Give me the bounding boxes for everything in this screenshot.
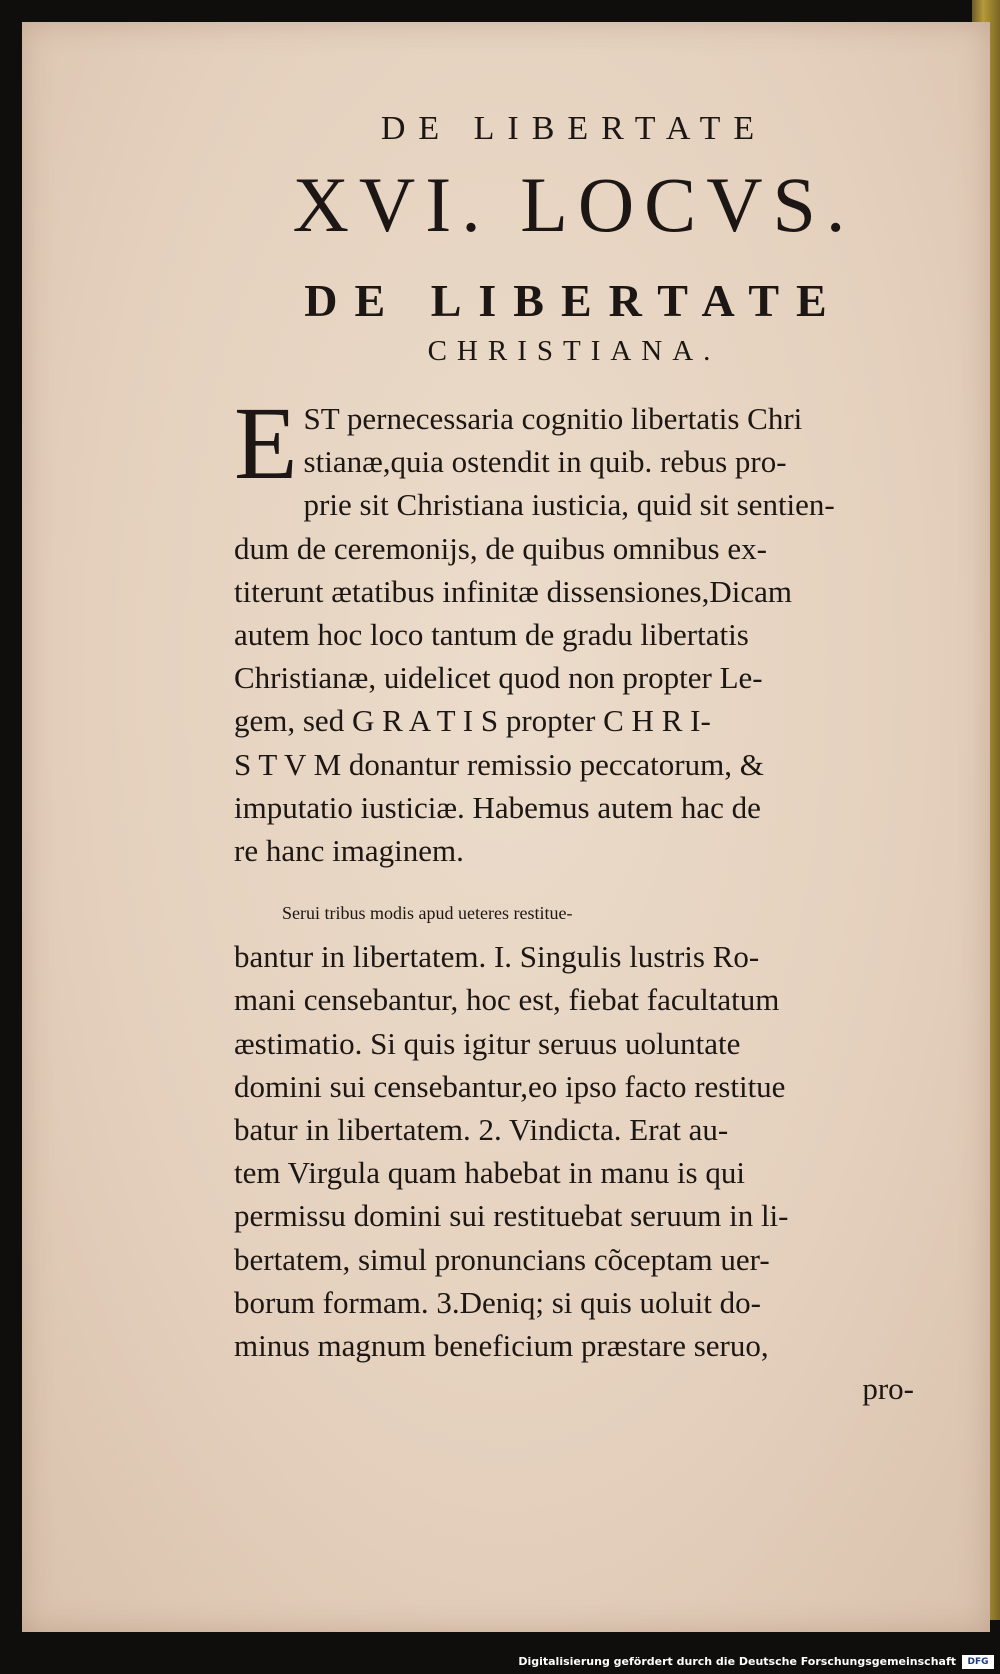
- catchword: pro-: [862, 1371, 914, 1407]
- text-line: prie sit Christiana iusticia, quid sit sentien-: [303, 487, 835, 523]
- text-line: stianæ,quia ostendit in quib. rebus pro-: [303, 444, 787, 480]
- text-line: domini sui censebantur,eo ipso facto restitue: [234, 1068, 786, 1104]
- text-line: Serui tribus modis apud ueteres restitue-: [282, 903, 573, 924]
- text-line: re hanc imaginem.: [234, 832, 464, 868]
- locus-heading: XVI. LOCVS.: [292, 161, 856, 248]
- text-line: ST pernecessaria cognitio libertatis Chri: [303, 401, 803, 436]
- text-line: æstimatio. Si quis igitur seruus uoluntate: [234, 1025, 741, 1061]
- text-line: mani censebantur, hoc est, fiebat facultatum: [234, 982, 780, 1018]
- chapter-title: DE LIBERTATE: [304, 275, 844, 326]
- chapter-subtitle: CHRISTIANA.: [427, 335, 721, 367]
- text-line: Christianæ, uidelicet quod non propter Le-: [234, 660, 763, 696]
- text-line: bertatem, simul pronuncians cõceptam uer-: [234, 1241, 770, 1277]
- paragraph-1: [234, 386, 914, 872]
- running-head: DE LIBERTATE: [380, 110, 768, 147]
- text-line: titerunt ætatibus infinitæ dissensiones,Dicam: [234, 573, 792, 609]
- book-page: [22, 22, 990, 1632]
- text-line: permissu domini sui restituebat seruum in li-: [234, 1198, 789, 1234]
- text-line: borum formam. 3.Deniq; si quis uoluit do-: [234, 1284, 761, 1320]
- text-line: autem hoc loco tantum de gradu libertatis: [234, 616, 749, 652]
- text-line: bantur in libertatem. I. Singulis lustris Ro-: [234, 939, 760, 975]
- text-line: batur in libertatem. 2. Vindicta. Erat au-: [234, 1112, 729, 1147]
- drop-capital: E: [234, 386, 298, 501]
- dfg-logo: DFG: [962, 1655, 994, 1669]
- text-line: imputatio iusticiæ. Habemus autem hac de: [234, 789, 761, 825]
- paragraph-2: [234, 892, 914, 1367]
- footer-bar: [0, 1648, 1000, 1674]
- text-line: dum de ceremonijs, de quibus omnibus ex-: [234, 530, 767, 566]
- text-line: minus magnum beneficium præstare seruo,: [234, 1327, 769, 1363]
- text-line: gem, sed G R A T I S propter C H R I-: [234, 703, 711, 739]
- funding-notice: Digitalisierung gefördert durch die Deutsche Forschungsgemeinschaft: [518, 1655, 956, 1668]
- text-line: S T V M donantur remissio peccatorum, &: [234, 746, 764, 782]
- text-block: [234, 107, 914, 1407]
- text-line: tem Virgula quam habebat in manu is qui: [234, 1155, 745, 1191]
